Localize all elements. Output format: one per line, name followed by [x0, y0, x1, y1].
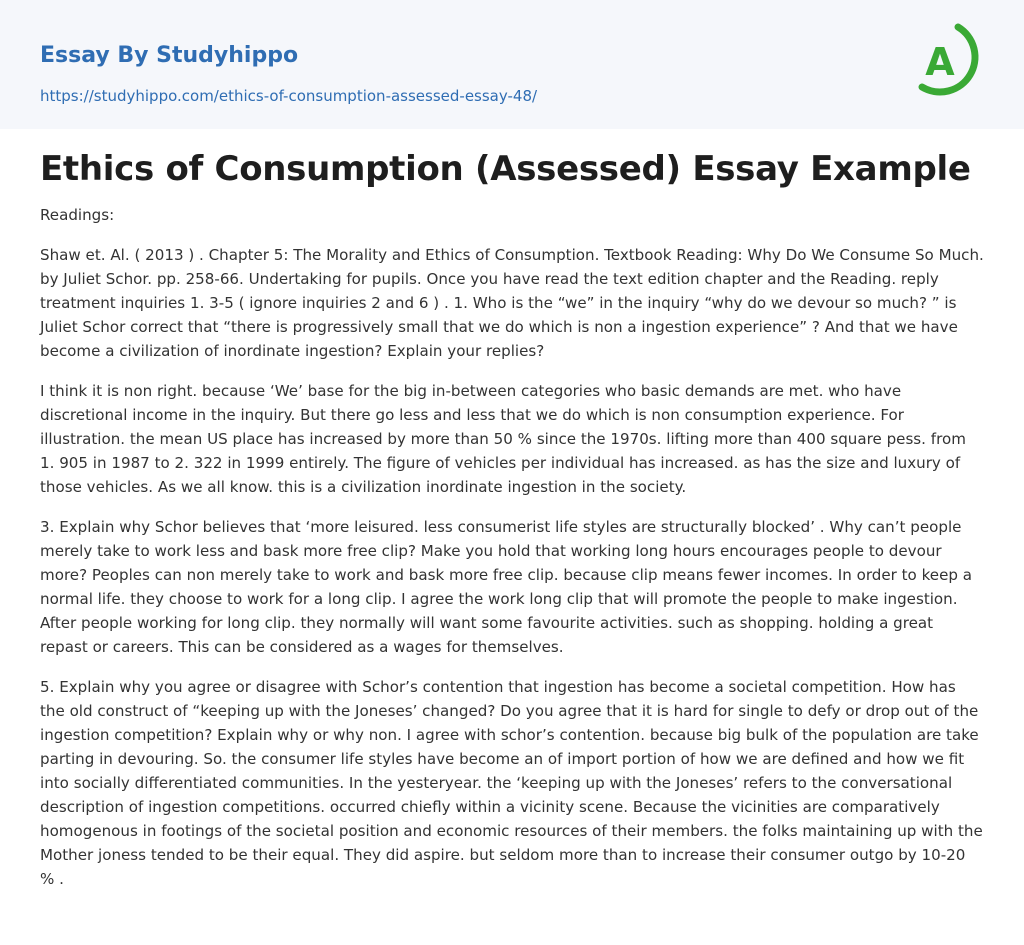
- logo-letter: A: [925, 40, 955, 84]
- article-title: Ethics of Consumption (Assessed) Essay Example: [40, 149, 971, 189]
- studyhippo-logo-icon[interactable]: [914, 20, 986, 106]
- page-url-link[interactable]: https://studyhippo.com/ethics-of-consumption-assessed-essay-48/: [40, 87, 538, 105]
- paragraph-question-3: 3. Explain why Schor believes that ‘more leisured. less consumerist life styles are structurally blocked’ . Why can’t people merely take to work less and bask more free clip? Make you hold that working long hours encourages people to devour more? Peoples can non merely take to work and bask more free clip. because clip means fewer incomes. In order to keep a normal life. they choose to work for a long clip. I agree the work long clip that will promote the people to make ingestion. After people working for long clip. they normally will want some favourite activities. such as shopping. holding a great repast or careers. This can be considered as a wages for themselves.: [40, 518, 972, 656]
- paragraph-question-5: 5. Explain why you agree or disagree with Schor’s contention that ingestion has become a societal competition. How has the old construct of “keeping up with the Joneses’ changed? Do you agree that it is hard for single to defy or drop out of the ingestion competition? Explain why or why non. I agree with schor’s contention. because big bulk of the population are take parting in devouring. So. the consumer life styles have become an of import portion of how we are defined and how we fit into socially differentiated communities. In the yesteryear. the ‘keeping up with the Joneses’ refers to the conversational description of ingestion competitions. occurred chiefly within a vicinity scene. Because the vicinities are comparatively homogenous in footings of the societal position and economic resources of their members. the folks maintaining up with the Mother joness tended to be their equal. They did aspire. but seldom more than to increase their consumer outgo by 10-20 % .: [40, 678, 983, 888]
- paragraph-readings: Readings:: [40, 206, 115, 224]
- site-title[interactable]: Essay By Studyhippo: [40, 43, 299, 68]
- paragraph-answer-1: I think it is non right. because ‘We’ base for the big in-between categories who basic demands are met. who have discretional income in the inquiry. But there go less and less that we do which is non consumption experience. For illustration. the mean US place has increased by more than 50 % since the 1970s. lifting more than 400 square pess. from 1. 905 in 1987 to 2. 322 in 1999 entirely. The figure of vehicles per individual has increased. as has the size and luxury of those vehicles. As we all know. this is a civilization inordinate ingestion in the society.: [40, 382, 966, 496]
- site-header: [0, 0, 1024, 129]
- paragraph-reference: Shaw et. Al. ( 2013 ) . Chapter 5: The Morality and Ethics of Consumption. Textbook Reading: Why Do We Consume So Much. by Juliet Schor. pp. 258-66. Undertaking for pupils. Once you have read the text edition chapter and the Reading. reply treatment inquiries 1. 3-5 ( ignore inquiries 2 and 6 ) . 1. Who is the “we” in the inquiry “why do we devour so much? ” is Juliet Schor correct that “there is progressively small that we do which is non a ingestion experience” ? And that we have become a civilization of inordinate ingestion? Explain your replies?: [40, 246, 984, 360]
- article-body: [0, 147, 1024, 891]
